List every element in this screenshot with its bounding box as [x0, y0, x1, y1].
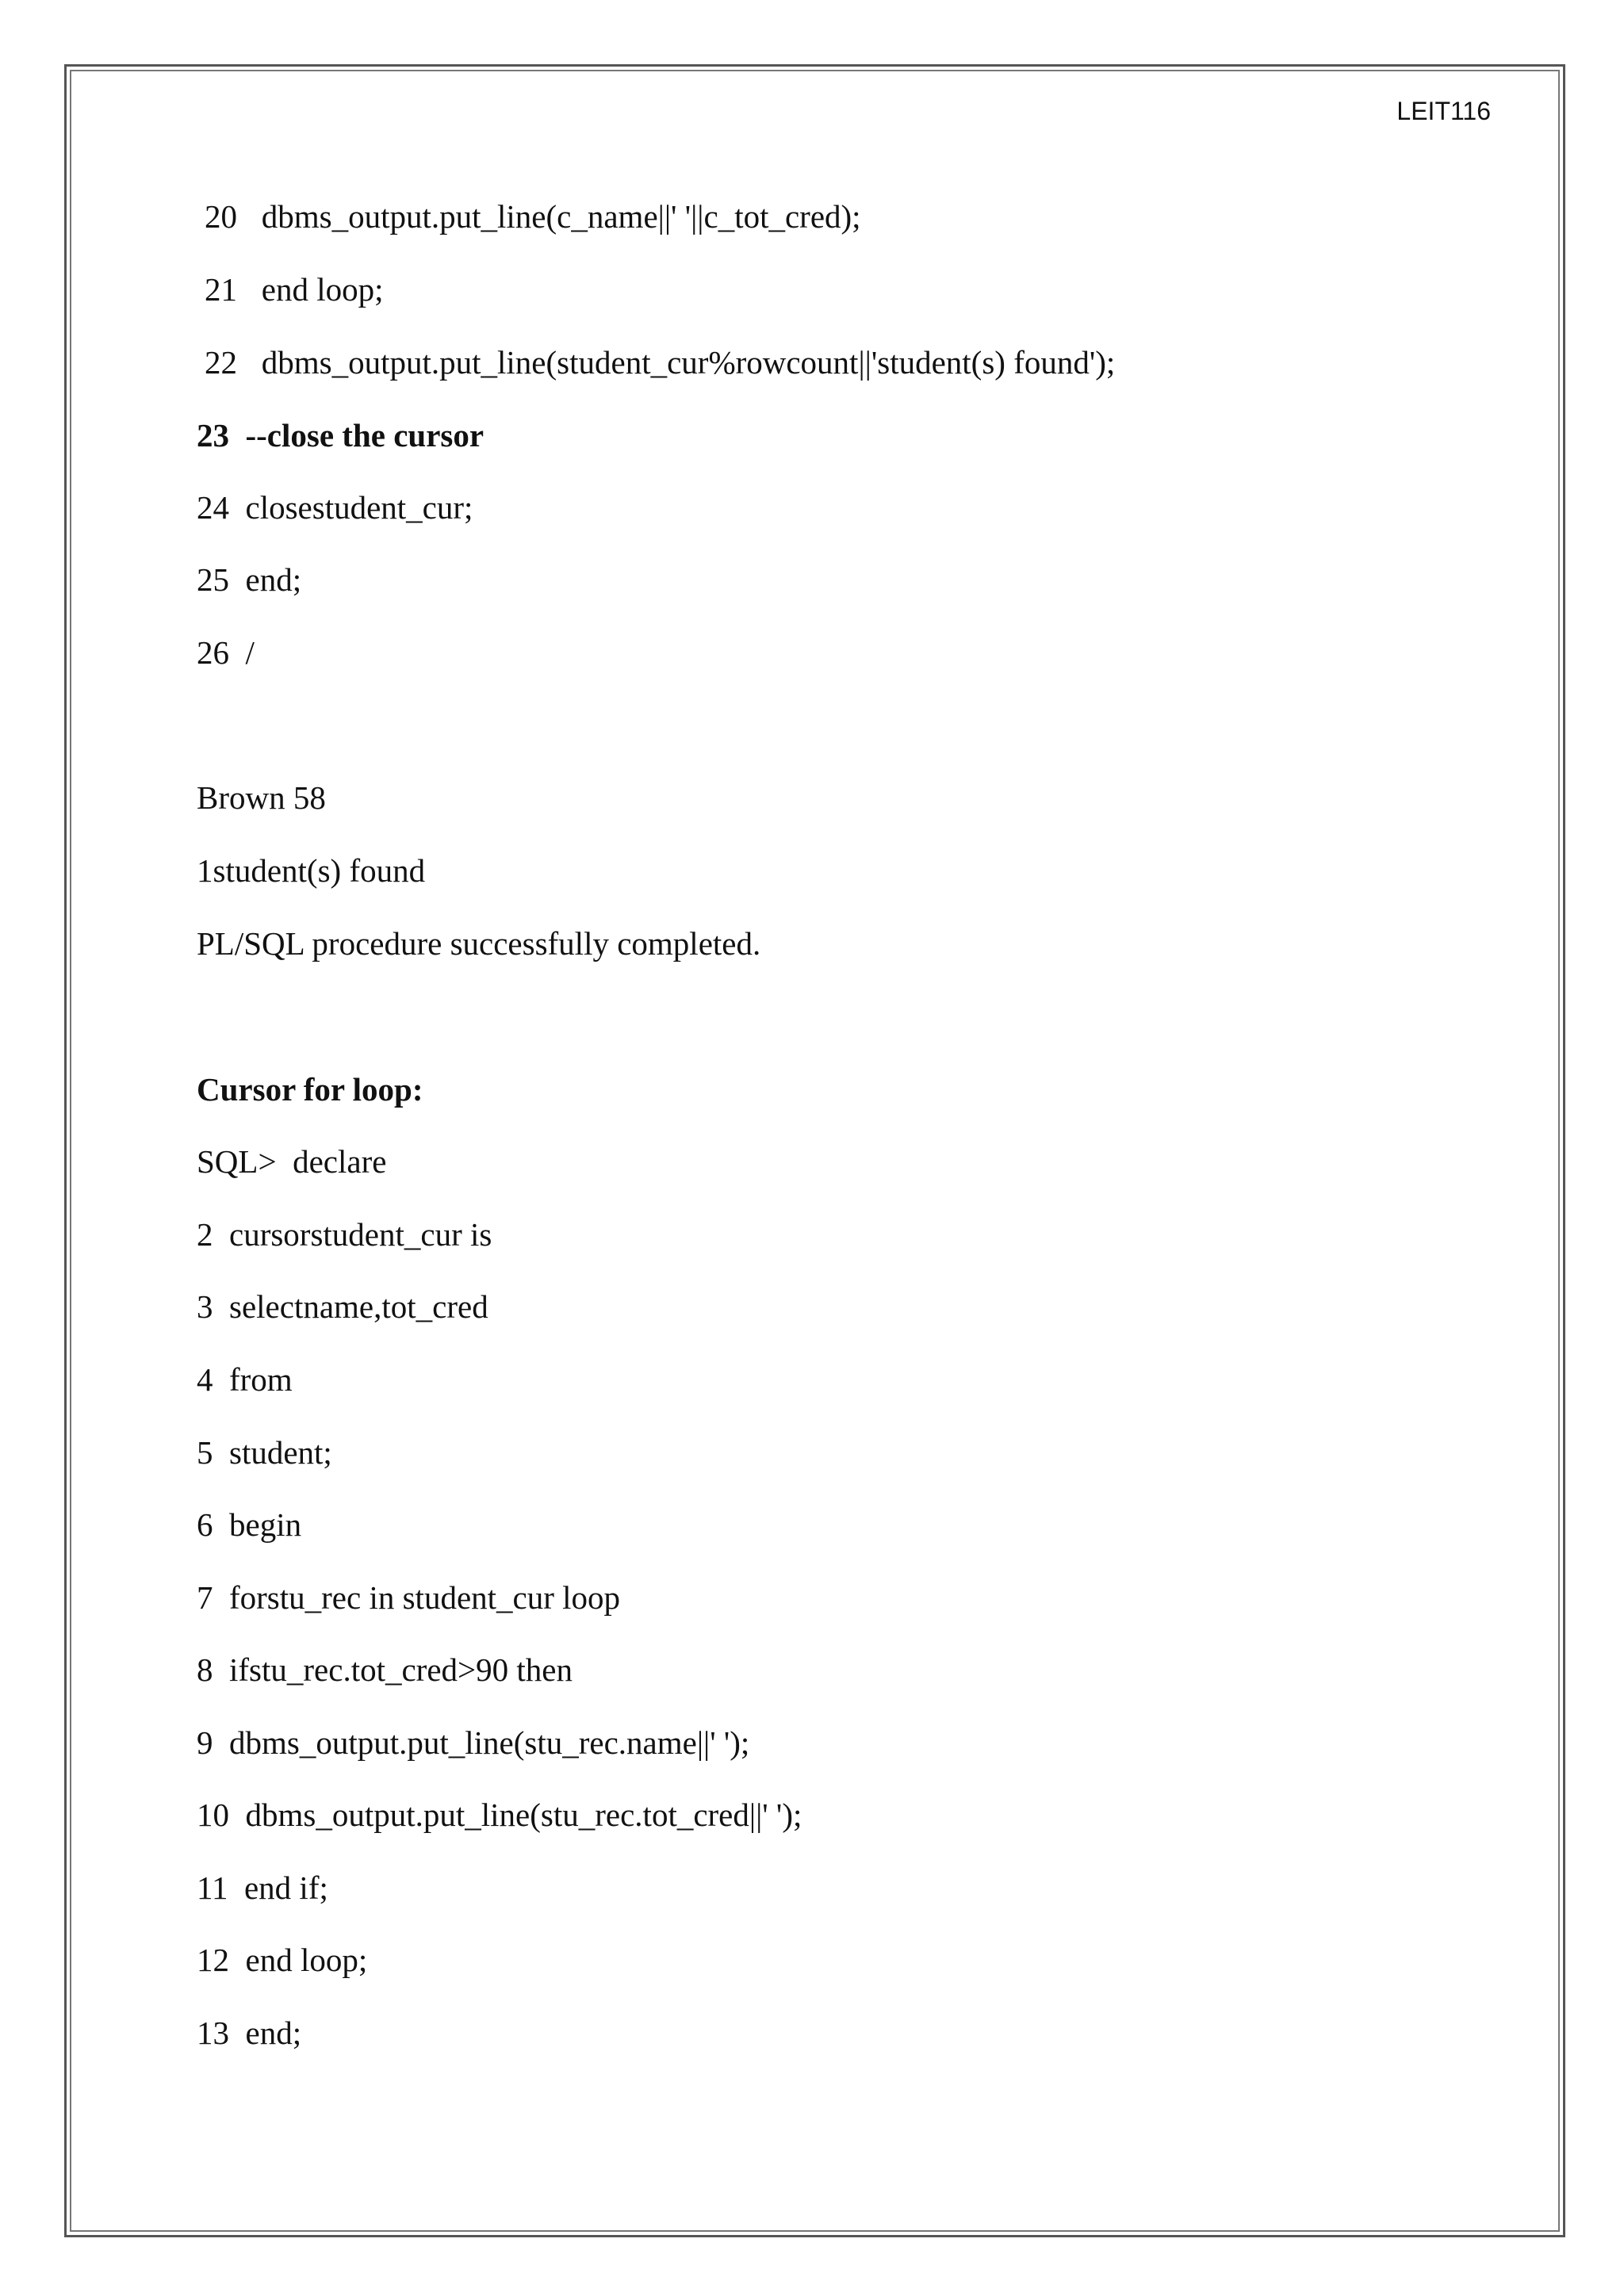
- code-line-21: 21 end loop;: [205, 271, 384, 308]
- code-line-24: 24 closestudent_cur;: [197, 489, 473, 526]
- code-line-11: 11 end if;: [197, 1869, 328, 1906]
- code-line-7: 7 forstu_rec in student_cur loop: [197, 1579, 621, 1616]
- document-code: LEIT116: [1396, 97, 1491, 125]
- output-line-1: Brown 58: [197, 779, 326, 816]
- code-line-26: 26 /: [197, 634, 255, 671]
- code-line-9: 9 dbms_output.put_line(stu_rec.name||' ');: [197, 1724, 750, 1761]
- code-line-3: 3 selectname,tot_cred: [197, 1288, 488, 1325]
- code-line-23-comment: 23 --close the cursor: [197, 417, 485, 453]
- code-line-25: 25 end;: [197, 561, 302, 598]
- code-line-5: 5 student;: [197, 1434, 332, 1471]
- output-line-2: 1student(s) found: [197, 852, 426, 889]
- code-line-20: 20 dbms_output.put_line(c_name||' '||c_tot_cred);: [205, 198, 861, 235]
- code-line-2: 2 cursorstudent_cur is: [197, 1216, 492, 1253]
- section-heading: Cursor for loop:: [197, 1071, 423, 1108]
- code-line-12: 12 end loop;: [197, 1942, 368, 1978]
- code-line-4: 4 from: [197, 1361, 293, 1398]
- output-line-3: PL/SQL procedure successfully completed.: [197, 925, 761, 962]
- code-line-6: 6 begin: [197, 1506, 302, 1543]
- code-line-1: SQL> declare: [197, 1143, 387, 1180]
- code-line-10: 10 dbms_output.put_line(stu_rec.tot_cred||' ');: [197, 1797, 802, 1833]
- code-line-22: 22 dbms_output.put_line(student_cur%rowcount||'student(s) found');: [205, 344, 1116, 381]
- code-line-13: 13 end;: [197, 2015, 302, 2051]
- code-line-8: 8 ifstu_rec.tot_cred>90 then: [197, 1651, 573, 1688]
